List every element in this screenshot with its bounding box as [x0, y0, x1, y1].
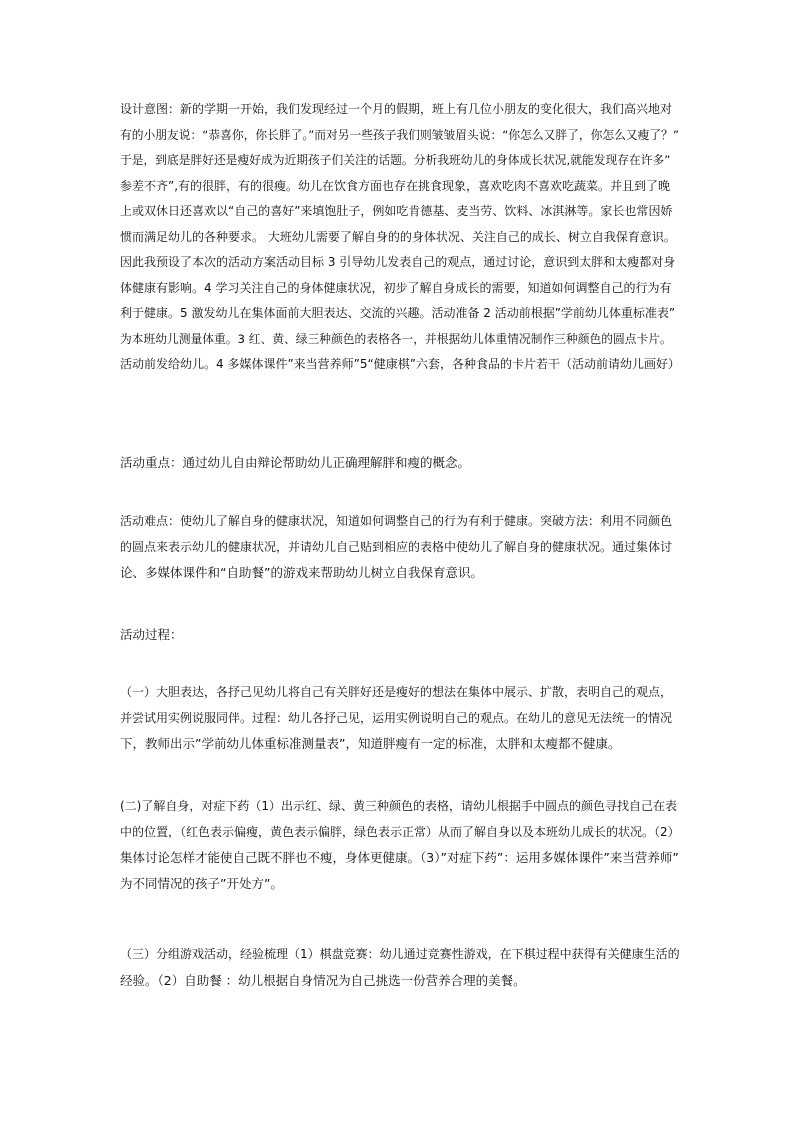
paragraph-step-2 — [120, 794, 680, 896]
text-line: 活动前发给幼儿。4 多媒体课件”来当营养师”5“健康棋”六套，各种食品的卡片若干（活动前请幼儿画好） — [120, 357, 680, 371]
text-line: 经验。（2）自助餐 ：幼儿根据自身情况为自己挑选一份营养合理的美餐。 — [120, 972, 526, 988]
text-line: 参差不齐”,有的很胖，有的很瘦。幼儿在饮食方面也存在挑食现象，喜欢吃肉不喜欢吃蔬菜。并且到了晚 — [120, 178, 671, 193]
text-line: (二)了解自身，对症下药（1）出示红、绿、黄三种颜色的表格，请幼儿根据手中圆点的颜色寻找自己在表 — [120, 799, 678, 813]
text-line: 因此我预设了本次的活动方案活动目标 3 引导幼儿发表自己的观点，通过讨论，意识到太胖和太瘦都对身 — [120, 255, 676, 269]
paragraph-step-1 — [120, 680, 680, 757]
text-line: 为不同情况的孩子”开处方”。 — [120, 875, 283, 891]
text-line: 中的位置，（红色表示偏瘦，黄色表示偏胖，绿色表示正常）从而了解自身以及本班幼儿成长的状况。（2） — [120, 824, 680, 839]
text-line: （一）大胆表达，各抒己见幼儿将自己有关胖好还是瘦好的想法在集体中展示、扩散，表明自己的观点， — [120, 685, 673, 699]
paragraph-design-intent — [120, 97, 680, 378]
text-line: 利于健康。5 激发幼儿在集体面前大胆表达、交流的兴趣。活动准备 2 活动前根据”学前幼儿体重标准表” — [120, 306, 676, 320]
text-line: 活动重点：通过幼儿自由辩论帮助幼儿正确理解胖和瘦的概念。 — [120, 455, 471, 470]
text-line: 活动难点：使幼儿了解自身的健康状况，知道如何调整自己的行为有利于健康。突破方法：利用不同颜色 — [120, 514, 673, 528]
paragraph-key-point — [120, 450, 680, 476]
text-line: （三）分组游戏活动，经验梳理（1）棋盘竞赛：幼儿通过竞赛性游戏，在下棋过程中获得有关健康生活的 — [120, 947, 680, 961]
text-line: 于是，到底是胖好还是瘦好成为近期孩子们关注的话题。分析我班幼儿的身体成长状况,就能发现存在许多” — [120, 153, 671, 167]
paragraph-step-3 — [120, 942, 680, 993]
text-line: 有的小朋友说：“恭喜你，你长胖了。”而对另一些孩子我们则皱皱眉头说：“你怎么又胖了，你怎么又瘦了？” — [120, 127, 679, 142]
text-line: 惯而满足幼儿的各种要求。 大班幼儿需要了解自身的的身体状况、关注自己的成长、树立自我保育意识。 — [120, 229, 676, 244]
text-line: 的圆点来表示幼儿的健康状况，并请幼儿自己贴到相应的表格中使幼儿了解自身的健康状况。通过集体讨 — [120, 539, 673, 554]
text-line: 设计意图：新的学期一开始，我们发现经过一个月的假期，班上有几位小朋友的变化很大，我们高兴地对 — [120, 102, 673, 116]
section-heading-process — [120, 622, 680, 648]
text-line: 论、多媒体课件和“自助餐”的游戏来帮助幼儿树立自我保育意识。 — [120, 565, 483, 580]
text-line: 上或双休日还喜欢以“自己的喜好”来填饱肚子，例如吃肯德基、麦当劳、饮料、冰淇淋等。家长也常因娇 — [120, 204, 673, 218]
text-line: 为本班幼儿测量体重。3 红、黄、绿三种颜色的表格各一，并根据幼儿体重情况制作三种颜色的圆点卡片。 — [120, 331, 672, 346]
text-line: 体健康有影响。4 学习关注自己的身体健康状况，初步了解自身成长的需要，知道如何调整自己的行为有 — [120, 280, 672, 295]
text-line: 下，教师出示”学前幼儿体重标准测量表”，知道胖瘦有一定的标准，太胖和太瘦都不健康。 — [120, 736, 621, 751]
text-line: 并尝试用实例说服同伴。过程：幼儿各抒己见，运用实例说明自己的观点。在幼儿的意见无法统一的情况 — [120, 710, 673, 725]
text-line: 集体讨论怎样才能使自己既不胖也不瘦，身体更健康。（3）”对症下药”：运用多媒体课件”来当营养师” — [120, 850, 679, 865]
paragraph-difficulty — [120, 509, 680, 586]
text-line: 活动过程： — [120, 627, 183, 642]
